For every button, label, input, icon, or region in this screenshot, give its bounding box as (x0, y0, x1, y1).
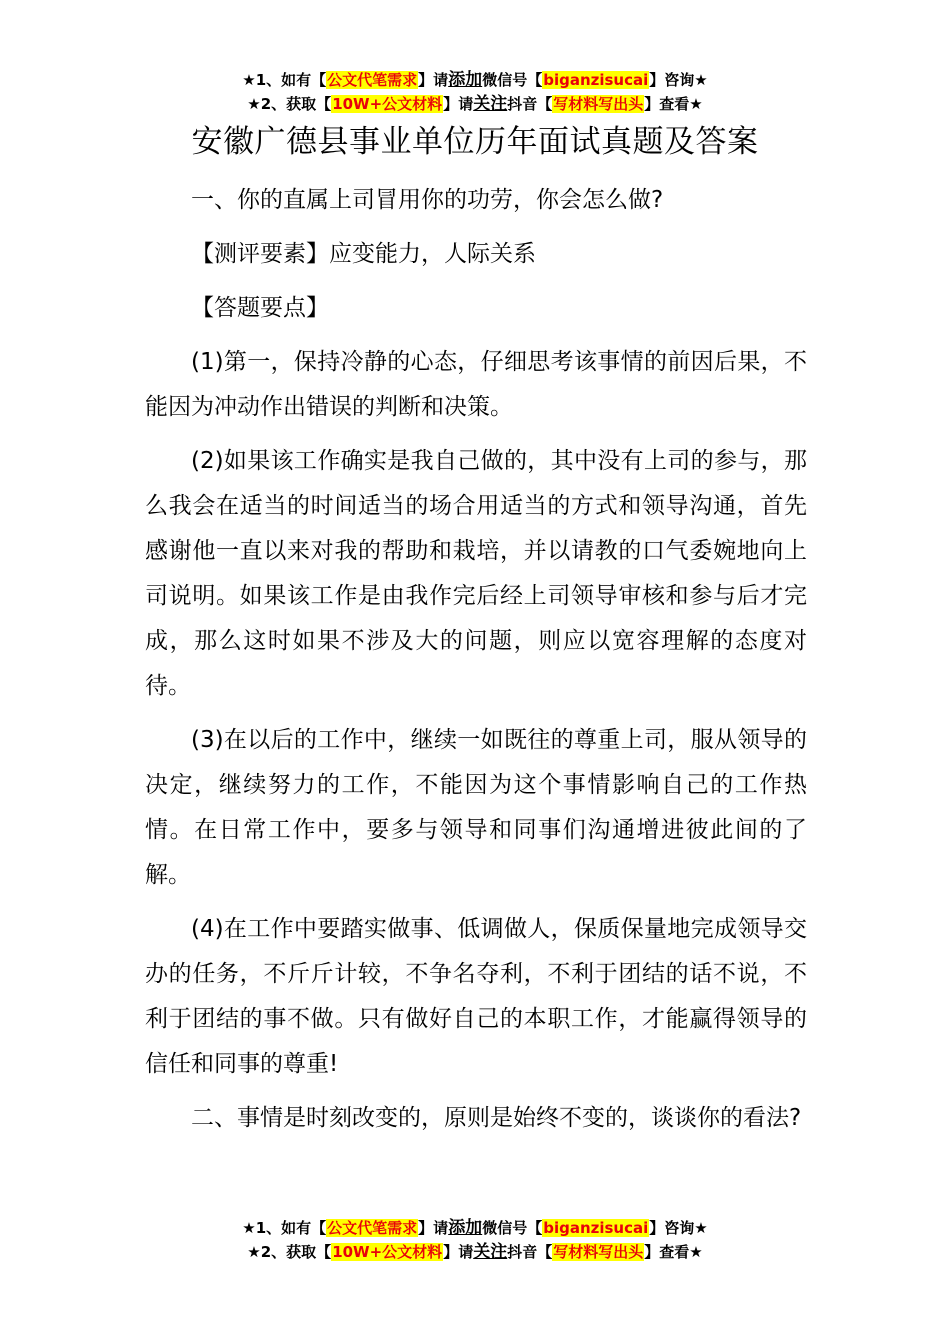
promo-line-2: ★2、获取【10W+公文材料】请关注抖音【写材料写出头】查看★ (247, 1242, 703, 1262)
header-promo (0, 68, 950, 116)
promo-emphasis: 关注 (473, 1242, 508, 1262)
promo-highlight: 10W+公文材料 (332, 1243, 443, 1261)
promo-emphasis: 关注 (473, 94, 508, 114)
answer-point-2: (2)如果该工作确实是我自己做的，其中没有上司的参与，那么我会在适当的时间适当的场合用适当的方式和领导沟通，首先感谢他一直以来对我的帮助和栽培，并以请教的口气委婉地向上司说明。如果该工作是由我作完后经上司领导审核和参与后才完成，那么这时如果不涉及大的问题，则应以宽容理解的态度对待。 (145, 448, 807, 699)
promo-line-1: ★1、如有【公文代笔需求】请添加微信号【biganzisucai】咨询★ (242, 1218, 708, 1238)
answer-point-4: (4)在工作中要踏实做事、低调做人，保质保量地完成领导交办的任务，不斤斤计较，不争名夺利，不利于团结的话不说，不利于团结的事不做。只有做好自己的本职工作，才能赢得领导的信任和同事的尊重! (145, 916, 807, 1077)
promo-highlight: 10W+公文材料 (332, 95, 443, 113)
promo-highlight: 公文代笔需求 (327, 1219, 418, 1237)
promo-emphasis: 添加 (448, 70, 483, 90)
promo-douyin-id: 写材料写出头 (553, 95, 644, 113)
promo-line-2: ★2、获取【10W+公文材料】请关注抖音【写材料写出头】查看★ (247, 94, 703, 114)
question-1: 一、你的直属上司冒用你的功劳，你会怎么做? (191, 187, 664, 213)
document-body (145, 178, 807, 1150)
promo-line-1: ★1、如有【公文代笔需求】请添加微信号【biganzisucai】咨询★ (242, 70, 708, 90)
promo-wechat-id: biganzisucai (543, 71, 649, 89)
document-title: 安徽广德县事业单位历年面试真题及答案 (191, 124, 759, 160)
promo-emphasis: 添加 (448, 1218, 483, 1238)
promo-douyin-id: 写材料写出头 (553, 1243, 644, 1261)
answer-point-3: (3)在以后的工作中，继续一如既往的尊重上司，服从领导的决定，继续努力的工作，不能因为这个事情影响自己的工作热情。在日常工作中，要多与领导和同事们沟通增进彼此间的了解。 (145, 727, 807, 888)
question-2: 二、事情是时刻改变的，原则是始终不变的，谈谈你的看法? (191, 1105, 802, 1131)
answer-point-1: (1)第一，保持冷静的心态，仔细思考该事情的前因后果，不能因为冲动作出错误的判断和决策。 (145, 349, 807, 420)
promo-highlight: 公文代笔需求 (327, 71, 418, 89)
promo-wechat-id: biganzisucai (543, 1219, 649, 1237)
evaluation-criteria: 【测评要素】应变能力，人际关系 (191, 241, 536, 267)
footer-promo (0, 1216, 950, 1264)
answer-points-heading: 【答题要点】 (191, 295, 329, 321)
